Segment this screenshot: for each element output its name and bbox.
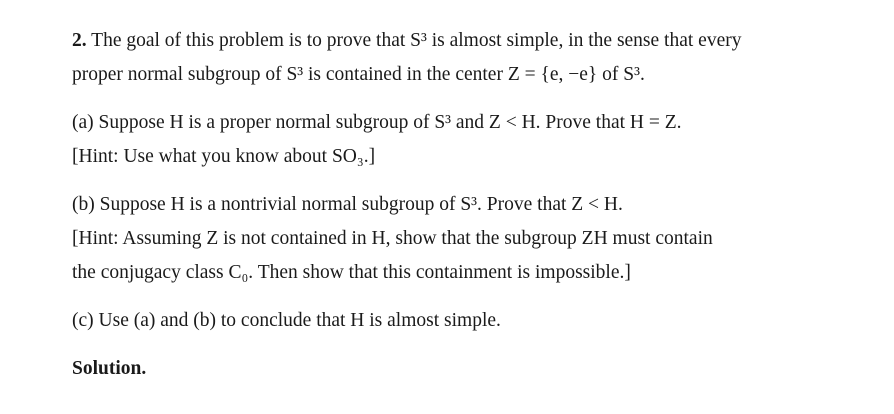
part-a-label: (a) [72, 112, 94, 133]
problem-intro-text-1: The goal of this problem is to prove that S³ is almost simple, in the sense that every [91, 30, 742, 51]
problem-intro-line-2: proper normal subgroup of S³ is contained in the center Z = {e, −e} of S³. [72, 64, 645, 85]
part-b-text: Suppose H is a nontrivial normal subgroup of S³. Prove that Z < H. [99, 194, 623, 215]
part-a-hint: [Hint: Use what you know about SO₃.] [72, 146, 376, 167]
part-c-line-1 [72, 308, 501, 334]
part-b-line-1 [72, 192, 623, 218]
part-a-text: Suppose H is a proper normal subgroup of S³ and Z < H. Prove that H = Z. [98, 112, 682, 133]
part-b-label: (b) [72, 194, 95, 215]
part-a-line-1 [72, 110, 682, 136]
part-c-label: (c) [72, 310, 94, 331]
part-c-text: Use (a) and (b) to conclude that H is almost simple. [98, 310, 501, 331]
part-b-hint-line-2: the conjugacy class C₀. Then show that this containment is impossible.] [72, 262, 631, 283]
problem-number: 2. [72, 30, 87, 51]
solution-heading: Solution. [72, 358, 147, 379]
problem-intro-line-1 [72, 28, 741, 54]
part-b-hint-line-1: [Hint: Assuming Z is not contained in H, show that the subgroup ZH must contain [72, 228, 713, 249]
